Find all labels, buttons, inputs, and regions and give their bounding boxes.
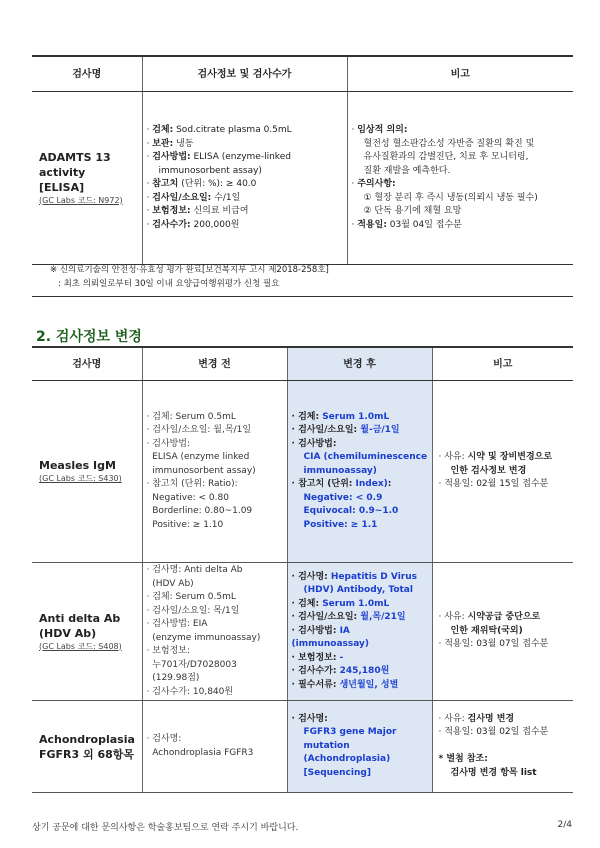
test-name-sub: (HDV Ab)	[39, 626, 97, 640]
list-item	[292, 713, 431, 727]
list-item	[439, 465, 573, 479]
bullet: ·	[291, 679, 299, 690]
after-list	[292, 571, 431, 693]
list-item	[292, 465, 431, 479]
item-label: 보험정보:	[298, 652, 337, 663]
item-label: · 적용일:	[438, 727, 477, 738]
table-row	[32, 563, 573, 701]
after-list	[292, 713, 431, 781]
list-item	[292, 451, 431, 465]
list-item	[439, 478, 573, 492]
item-value: Sod.citrate plasma 0.5mL	[173, 125, 292, 135]
footer-text: 상기 공문에 대한 문의사항은 학술홍보팀으로 연락 주시기 바랍니다.	[32, 823, 299, 833]
after-cell	[287, 563, 432, 701]
list-item	[292, 767, 431, 781]
after-cell	[287, 381, 432, 563]
list-item: Achondroplasia FGFR3	[146, 747, 254, 758]
list-item	[352, 205, 573, 219]
list-item	[292, 411, 431, 425]
item-label: 보관:	[152, 138, 174, 149]
item-value: 질환 재발을 예측한다.	[363, 165, 451, 176]
list-item: · 주의사항:	[351, 179, 396, 189]
item-value: IA (immunoassay)	[291, 625, 370, 650]
bullet: ·	[291, 438, 299, 449]
item-value: Positive: ≥ 1.1	[303, 519, 378, 530]
list-item	[439, 767, 573, 781]
before-cell	[142, 381, 287, 563]
list-item	[292, 505, 431, 519]
list-item	[439, 638, 573, 652]
item-label: 검사일/소요일:	[152, 192, 212, 203]
item-value: ② 단독 용기에 채혈 요망	[363, 206, 462, 216]
item-label: 검사명:	[298, 571, 328, 582]
list-item	[439, 625, 573, 639]
list-item: ELISA (enzyme linked	[146, 452, 250, 463]
item-value: 검사명 변경	[467, 713, 515, 724]
list-item: · 보관: 냉동	[146, 138, 194, 149]
test-name-cell	[32, 381, 142, 563]
list-item	[292, 598, 431, 612]
item-value: 200,000원	[190, 219, 240, 230]
table-row	[32, 381, 573, 563]
lab-code: (GC Labs 코드: S408)	[39, 641, 122, 651]
test-name-cell	[32, 563, 142, 701]
table-row	[32, 701, 573, 793]
list-item	[292, 424, 431, 438]
changed-info-table	[32, 346, 573, 793]
item-value: Serum 1.0mL	[319, 411, 390, 422]
list-item	[439, 713, 573, 727]
header-test-name: 검사명	[32, 56, 142, 92]
item-label: 검사방법:	[298, 625, 337, 636]
item-value: mutation (Achondroplasia)	[303, 740, 391, 765]
list-item	[292, 478, 431, 492]
item-value: (HDV) Antibody, Total	[303, 585, 413, 596]
item-label: 참고치 (단위:	[298, 479, 353, 490]
list-item	[292, 652, 431, 666]
remarks-cell	[347, 92, 573, 265]
page-number: 2/4	[557, 820, 572, 830]
list-item	[439, 726, 573, 740]
remarks-cell	[432, 701, 573, 793]
list-item	[292, 519, 431, 533]
item-value: Negative: < 0.9	[303, 492, 383, 503]
list-item	[292, 726, 431, 740]
bullet: ·	[291, 652, 299, 663]
item-value: 03월 07일 접수분	[476, 639, 549, 650]
item-value: [Sequencing]	[303, 767, 371, 778]
item-value: 월,목/21일	[357, 612, 406, 623]
list-item: Borderline: 0.80~1.09	[146, 506, 253, 517]
item-value: ELISA (enzyme-linked	[190, 152, 291, 162]
list-item	[352, 151, 573, 165]
item-label: 검사수가:	[298, 666, 337, 677]
divider	[32, 296, 573, 297]
item-value: ① 혈장 분리 후 즉시 냉동(의뢰시 냉동 필수)	[363, 192, 538, 203]
list-item: · 검사방법:	[146, 438, 191, 449]
item-label: 적용일:	[357, 219, 387, 230]
list-item: · 참고치 (단위: Ratio):	[146, 479, 238, 490]
bullet: ·	[291, 479, 299, 490]
list-item: · 검사일/소요일: 목/1일	[146, 605, 240, 616]
item-label: · 사유:	[438, 713, 468, 724]
item-value: 수/1일	[211, 192, 241, 203]
list-item: · 참고치 (단위: %): ≥ 40.0	[146, 179, 257, 189]
before-list	[147, 733, 286, 760]
list-item	[352, 192, 573, 206]
before-list	[147, 411, 286, 533]
before-list	[147, 564, 286, 699]
list-item	[292, 584, 431, 598]
item-value: 03월 04일 접수분	[386, 219, 462, 230]
item-value: 시약공급 중단으로	[467, 612, 541, 623]
header-after: 변경 후	[287, 347, 432, 381]
item-value: Hepatitis D Virus	[327, 571, 417, 582]
list-item: · 검사수가: 200,000원	[146, 219, 240, 230]
item-value: 생년월일, 성별	[336, 679, 399, 690]
header-remarks: 비고	[432, 347, 573, 381]
before-cell	[142, 563, 287, 701]
item-label: 검사일/소요일:	[298, 425, 358, 436]
list-item: · 보험정보:	[146, 646, 191, 656]
item-label: 필수서류:	[298, 679, 337, 690]
item-value: Serum 1.0mL	[319, 598, 390, 609]
item-value: Index)	[352, 479, 388, 490]
bullet: ·	[291, 425, 299, 436]
bullet: ·	[291, 598, 299, 609]
remarks-list	[439, 451, 573, 492]
list-item: · 검체: Sod.citrate plasma 0.5mL	[146, 125, 292, 135]
item-label: · 사유:	[438, 612, 468, 623]
list-item: · 검체: Serum 0.5mL	[146, 411, 236, 422]
list-item: · 검체: Serum 0.5mL	[146, 592, 236, 602]
lab-code: (GC Labs 코드: S430)	[39, 474, 122, 483]
item-label: * 별첨 참조:	[438, 754, 488, 765]
list-item: 누701자/D7028003	[146, 659, 237, 670]
list-item: (HDV Ab)	[146, 578, 194, 589]
section-title: 2. 검사정보 변경	[36, 329, 142, 345]
list-item: · 검사일/소요일: 월,목/1일	[146, 425, 252, 436]
item-tail: :	[387, 479, 392, 490]
list-item: · 검사방법: ELISA (enzyme-linked	[146, 152, 291, 162]
list-item: · 임상적 의의:	[351, 125, 408, 135]
header-before: 변경 전	[142, 347, 287, 381]
item-value: Equivocal: 0.9~1.0	[303, 506, 399, 517]
item-label: 주의사항:	[357, 179, 396, 189]
item-label: · 적용일:	[438, 639, 477, 650]
list-item	[352, 165, 573, 179]
list-item: Negative: < 0.80	[146, 492, 229, 503]
new-test-table	[32, 55, 573, 265]
after-cell	[287, 701, 432, 793]
item-label: 검체:	[298, 411, 320, 422]
test-info-cell	[142, 92, 347, 265]
item-label: 검사명:	[298, 713, 328, 724]
item-label: 검체:	[152, 125, 174, 135]
list-item: (enzyme immunoassay)	[146, 632, 261, 643]
header-test-info: 검사정보 및 검사수가	[142, 56, 347, 92]
item-value: -	[336, 652, 344, 663]
item-label: 검체:	[298, 598, 320, 609]
after-list	[292, 411, 431, 533]
item-value: 인한 재위탁(국외)	[450, 625, 523, 636]
item-value: 유사질환과의 감별진단, 치료 후 모니터링,	[363, 152, 529, 162]
lab-code: (GC Labs 코드: N972)	[39, 195, 123, 205]
bullet: ·	[291, 571, 299, 582]
item-value: 03월 02일 접수분	[476, 727, 549, 738]
item-label: 임상적 의의:	[357, 125, 408, 135]
item-value: CIA (chemiluminescence	[303, 452, 428, 463]
item-value: 신의료 비급여	[190, 206, 249, 216]
item-value: 시약 및 장비변경으로	[467, 452, 553, 463]
remarks-list	[439, 611, 573, 652]
list-item: · 검사수가: 10,840원	[146, 686, 234, 697]
item-value: 인한 검사정보 변경	[450, 465, 527, 476]
item-label: · 적용일:	[438, 479, 477, 490]
test-name: ADAMTS 13 activity	[39, 150, 111, 179]
bullet: ·	[291, 625, 299, 636]
test-name-cell	[32, 701, 142, 793]
item-label: · 사유:	[438, 452, 468, 463]
list-item	[147, 165, 346, 179]
item-value: 냉동	[173, 138, 194, 149]
list-item	[292, 679, 431, 693]
list-item	[352, 138, 573, 152]
list-item	[292, 665, 431, 679]
item-value: immunoassay)	[303, 465, 377, 476]
list-item: · 보험정보: 신의료 비급여	[146, 206, 249, 216]
item-value: (단위: %): ≥ 40.0	[178, 179, 257, 189]
note-line-1: ※ 신의료기술의 안전성·유효성 평가 완료[보건복지부 고시 제2018-258호]	[50, 265, 329, 275]
header-remarks: 비고	[347, 56, 573, 92]
item-label: 참고치	[152, 179, 179, 189]
bullet: ·	[291, 666, 299, 677]
list-item	[292, 571, 431, 585]
list-item: immunosorbent assay)	[146, 465, 256, 476]
item-label: 검사수가:	[152, 219, 191, 230]
item-value: FGFR3 gene Major	[303, 727, 397, 738]
test-name-cell	[32, 92, 142, 265]
list-item	[439, 740, 573, 754]
item-label: 검사방법:	[298, 438, 337, 449]
item-label: 검사방법:	[152, 152, 191, 162]
item-value: 혈전성 혈소판감소성 자반증 질환의 확진 및	[363, 138, 535, 149]
note-line-2: : 최초 의뢰일로부터 30일 이내 요양급여행위평가 신청 필요	[58, 279, 280, 289]
item-value: 검사명 변경 항목 list	[450, 767, 537, 778]
list-item: · 검사명: Anti delta Ab	[146, 565, 243, 575]
test-name: Anti delta Ab	[39, 611, 121, 625]
list-item	[292, 740, 431, 767]
item-value: 245,180원	[336, 666, 390, 677]
list-item: · 검사명:	[146, 734, 182, 744]
list-item	[439, 753, 573, 767]
list-item: (129.98점)	[146, 673, 200, 683]
list-item	[292, 438, 431, 452]
test-name: Measles IgM	[39, 459, 116, 472]
remarks-list	[439, 713, 573, 781]
test-name-sub: FGFR3 외 68항목	[39, 747, 135, 761]
list-item	[439, 451, 573, 465]
list-item	[292, 625, 431, 652]
list-item: Positive: ≥ 1.10	[146, 519, 224, 530]
bullet: ·	[291, 411, 299, 422]
remarks-list	[352, 124, 573, 232]
test-info-list	[147, 124, 346, 232]
bullet: ·	[291, 713, 299, 724]
remarks-cell	[432, 381, 573, 563]
bullet: ·	[291, 612, 299, 623]
item-value: immunosorbent assay)	[158, 165, 262, 176]
item-label: 보험정보:	[152, 206, 191, 216]
list-item	[292, 611, 431, 625]
list-item: · 검사방법: EIA	[146, 619, 208, 629]
remarks-cell	[432, 563, 573, 701]
before-cell	[142, 701, 287, 793]
test-name: Achondroplasia	[39, 732, 135, 746]
header-test-name: 검사명	[32, 347, 142, 381]
item-value: 월-금/1일	[357, 425, 400, 436]
list-item: · 적용일: 03월 04일 접수분	[351, 219, 462, 230]
test-method: [ELISA]	[39, 180, 85, 194]
list-item: · 검사일/소요일: 수/1일	[146, 192, 241, 203]
item-label: 검사일/소요일:	[298, 612, 358, 623]
item-value: 02월 15일 접수분	[476, 479, 549, 490]
list-item	[292, 492, 431, 506]
list-item	[439, 611, 573, 625]
table-row	[32, 92, 573, 265]
